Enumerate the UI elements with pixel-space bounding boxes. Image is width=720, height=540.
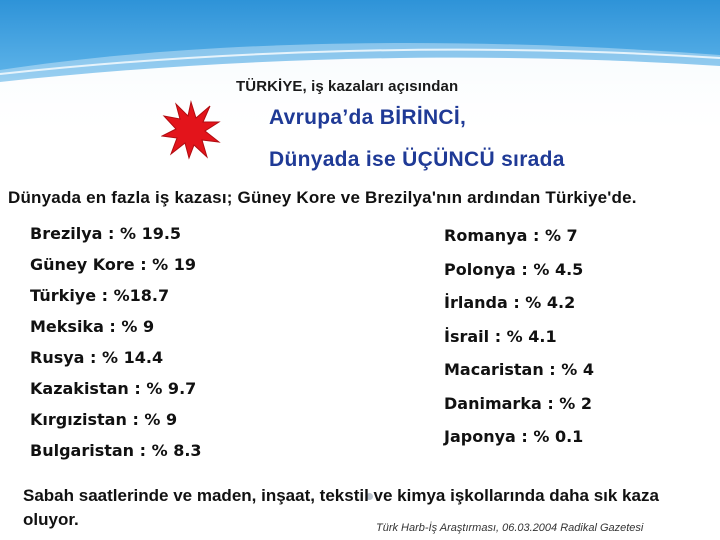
- headline-europe: Avrupa’da BİRİNCİ,: [269, 106, 467, 129]
- list-item: Güney Kore : % 19: [30, 255, 197, 274]
- list-item: Macaristan : % 4: [444, 360, 595, 379]
- heading: TÜRKİYE, iş kazaları açısından: [236, 78, 459, 95]
- list-item: Romanya : % 7: [444, 226, 578, 245]
- headline-world: Dünyada ise ÜÇÜNCÜ sırada: [269, 148, 565, 171]
- list-item: Brezilya : % 19.5: [30, 224, 182, 243]
- list-item: Japonya : % 0.1: [444, 427, 584, 446]
- list-item: Polonya : % 4.5: [444, 259, 584, 279]
- list-item: İsrail : % 4.1: [444, 326, 557, 346]
- list-item: Danimarka : % 2: [444, 393, 593, 413]
- list-item: Kırgızistan : % 9: [30, 410, 178, 429]
- list-item: Türkiye : %18.7: [30, 286, 170, 305]
- list-item: Kazakistan : % 9.7: [30, 379, 197, 398]
- list-item: İrlanda : % 4.2: [444, 293, 576, 312]
- subtitle: Dünyada en fazla iş kazası; Güney Kore ve Brezilya'nın ardından Türkiye'de.: [8, 188, 637, 207]
- list-item: Rusya : % 14.4: [30, 348, 164, 367]
- source-citation: Türk Harb-İş Araştırması, 06.03.2004 Radikal Gazetesi: [376, 522, 644, 534]
- list-item: Bulgaristan : % 8.3: [30, 441, 202, 460]
- country-list-right: [444, 226, 594, 461]
- country-list-left: [30, 224, 202, 472]
- red-burst-star-icon: [161, 100, 221, 165]
- list-item: Meksika : % 9: [30, 317, 155, 336]
- footer-note: Sabah saatlerinde ve maden, inşaat, tekstil ve kimya işkollarında daha sık kaza oluyor.: [23, 486, 659, 529]
